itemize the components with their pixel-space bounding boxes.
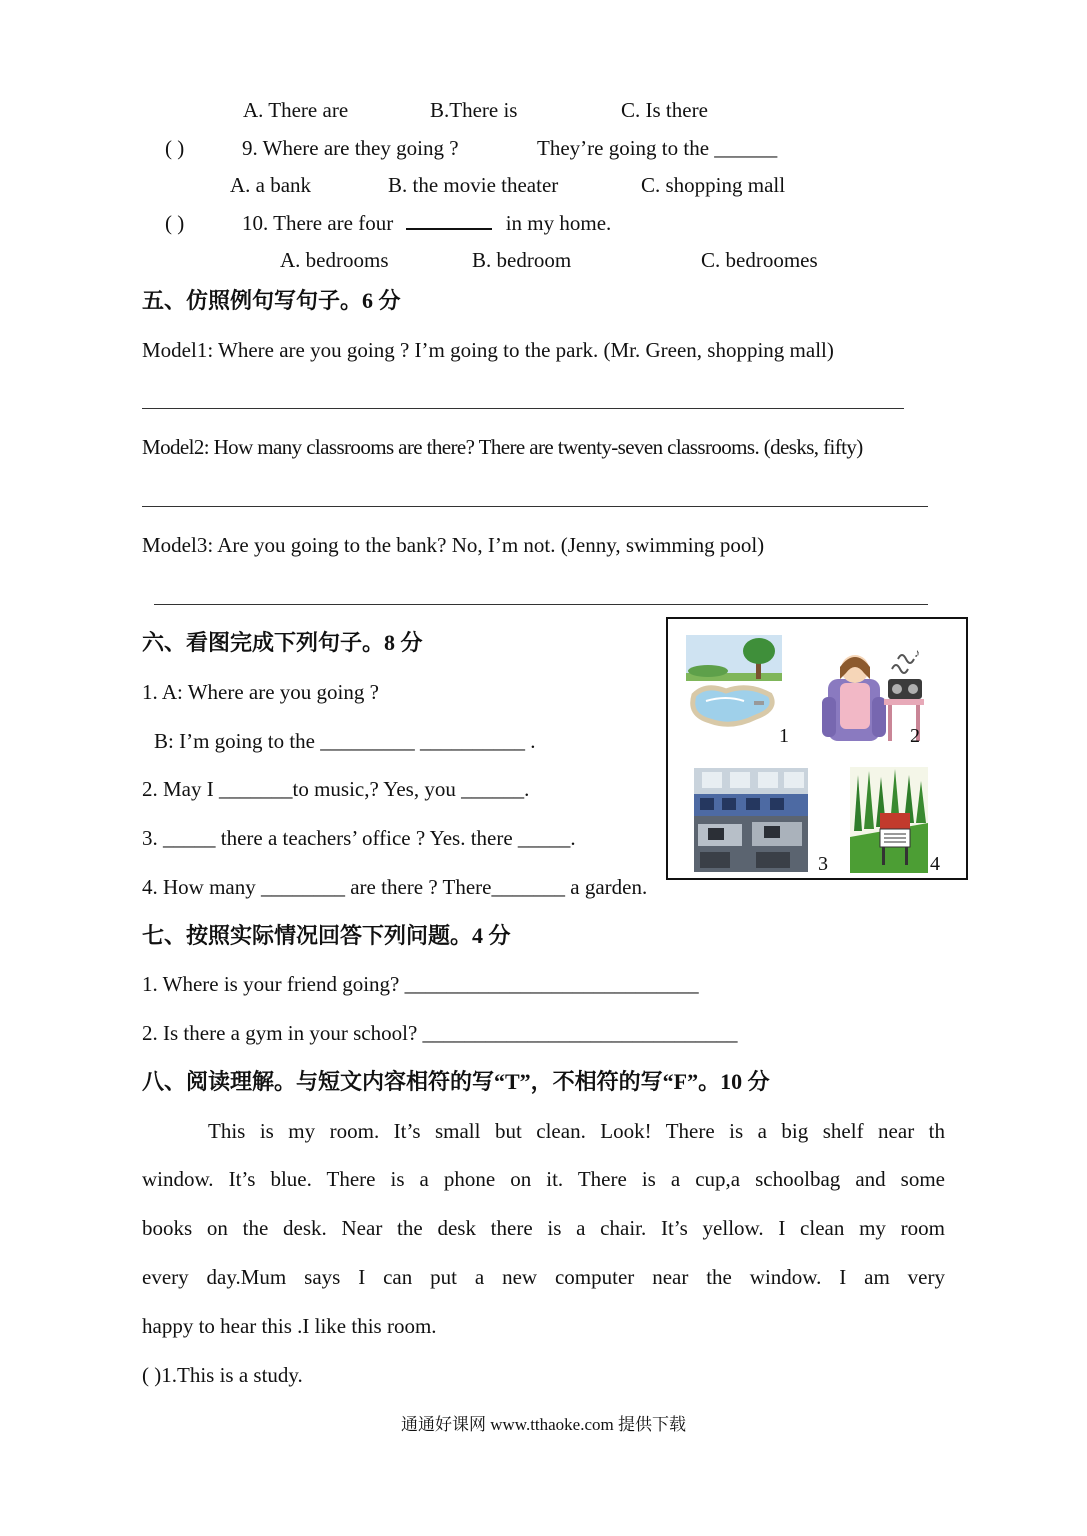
q9-question: 9. Where are they going ? — [242, 136, 459, 160]
section5-model1: Model1: Where are you going ? I’m going to the park. (Mr. Green, shopping mall) — [142, 338, 834, 362]
q9-option-a: A. a bank — [230, 173, 312, 197]
q9-option-b: B. the movie theater — [388, 173, 559, 197]
q9-answer-template: They’re going to the ______ — [537, 136, 778, 160]
section7-q2: 2. Is there a gym in your school? ______________________________ — [142, 1021, 738, 1045]
section5-heading: 五、仿照例句写句子。6 分 — [142, 288, 401, 313]
passage-line-2: window. It’s blue. There is a phone on it. There is a cup,a schoolbag and some — [142, 1167, 945, 1191]
passage-line-5: happy to hear this .I like this room. — [142, 1314, 437, 1338]
q10-option-b: B. bedroom — [472, 248, 572, 272]
picture-label-1: 1 — [779, 725, 789, 747]
svg-text:♪: ♪ — [914, 646, 920, 660]
swimming-pool-picture — [686, 635, 782, 745]
picture-label-3: 3 — [818, 853, 828, 875]
passage-line-3: books on the desk. Near the desk there is a chair. It’s yellow. I clean my room — [142, 1216, 945, 1240]
section6-q1-b: B: I’m going to the _________ __________ . — [154, 729, 536, 753]
section5-model3: Model3: Are you going to the bank? No, I’m not. (Jenny, swimming pool) — [142, 533, 765, 557]
picture-box — [666, 617, 968, 880]
section5-answer-line-2 — [142, 506, 928, 507]
section7-heading: 七、按照实际情况回答下列问题。4 分 — [142, 923, 511, 948]
section6-heading: 六、看图完成下列句子。8 分 — [142, 630, 423, 655]
q8-option-c: C. Is there — [621, 98, 708, 122]
q10-option-a: A. bedrooms — [280, 248, 389, 272]
q10-question — [242, 213, 611, 234]
q9-option-c: C. shopping mall — [641, 173, 786, 197]
section8-heading: 八、阅读理解。与短文内容相符的写“T”，不相符的写“F”。10 分 — [142, 1069, 770, 1094]
picture-label-4: 4 — [930, 853, 940, 875]
q10-question-before: 10. There are four — [242, 211, 394, 235]
teachers-office-picture — [694, 768, 808, 872]
section6-q1-a: 1. A: Where are you going ? — [142, 680, 379, 704]
q9-answer-paren: ( ) — [165, 136, 185, 160]
q10-answer-paren: ( ) — [165, 211, 185, 235]
garden-picture — [850, 767, 928, 873]
q10-blank — [406, 227, 492, 230]
q10-option-c: C. bedroomes — [701, 248, 818, 272]
section5-answer-line-1 — [142, 408, 904, 409]
section6-q2: 2. May I _______to music,? Yes, you ______. — [142, 777, 530, 801]
section8-q1: ( )1.This is a study. — [142, 1363, 303, 1387]
q10-question-after: in my home. — [505, 211, 612, 235]
footer-source: 通通好课网 www.tthaoke.com 提供下载 — [400, 1415, 687, 1434]
q8-option-a: A. There are — [243, 98, 349, 122]
picture-label-2: 2 — [910, 725, 920, 747]
section5-model2: Model2: How many classrooms are there? There are twenty-seven classrooms. (desks, fifty) — [142, 435, 863, 459]
passage-line-4: every day.Mum says I can put a new computer near the window. I am very — [142, 1265, 945, 1289]
section6-q3: 3. _____ there a teachers’ office ? Yes. there _____. — [142, 826, 576, 850]
section6-q4: 4. How many ________ are there ? There_______ a garden. — [142, 875, 648, 899]
section7-q1: 1. Where is your friend going? ____________________________ — [142, 972, 699, 996]
passage-line-1: This is my room. It’s small but clean. Look! There is a big shelf near th — [208, 1119, 945, 1143]
q8-option-b: B.There is — [430, 98, 518, 122]
section5-answer-line-3 — [154, 604, 928, 605]
